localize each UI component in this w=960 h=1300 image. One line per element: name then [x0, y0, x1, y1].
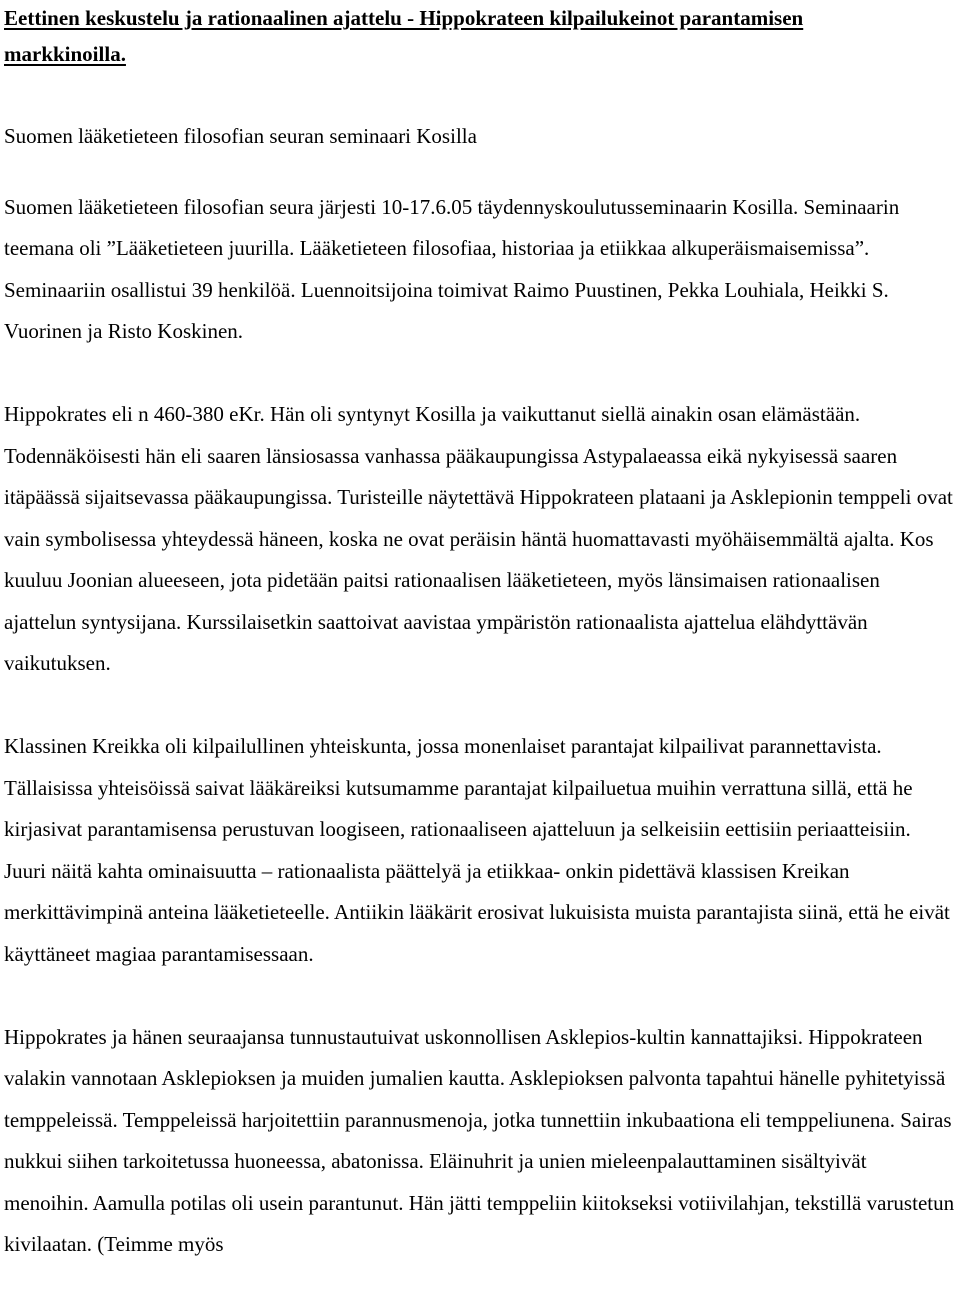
paragraph-classical-greece: Klassinen Kreikka oli kilpailullinen yhteiskunta, jossa monenlaiset parantajat kilpailivat parannettavista. Tällaisissa yhteisöissä saivat lääkäreiksi kutsumamme parantajat kilpailuetua muihin verrattuna sillä, että he kirjasivat parantamisensa perustuvan loogiseen, rationaaliseen ajatteluun ja selkeisiin eettisiin periaatteisiin. Juuri näitä kahta ominaisuutta – rationaalista päättelyä ja etiikkaa- onkin pidettävä klassisen Kreikan merkittävimpinä anteina lääketieteelle. Antiikin lääkärit erosivat lukuisista muista parantajista siinä, että he eivät käyttäneet magiaa parantamisessaan.: [4, 734, 950, 966]
paragraph-spacer: [4, 975, 956, 1017]
paragraph-hippokrates-kos: Hippokrates eli n 460-380 eKr. Hän oli syntynyt Kosilla ja vaikuttanut siellä ainakin osan elämästään. Todennäköisesti hän eli saaren länsiosassa vanhassa pääkaupungissa Astypalaeassa eikä nykyisessä saaren itäpäässä sijaitsevassa pääkaupungissa. Turisteille näytettävä Hippokrateen plataani ja Asklepionin temppeli ovat vain symbolisessa yhteydessä häneen, koska ne ovat peräisin häntä huomattavasti myöhäisemmältä ajalta. Kos kuuluu Joonian alueeseen, jota pidetään paitsi rationaalisen lääketieteen, myös länsimaisen rationaalisen ajattelun syntysijana. Kurssilaisetkin saattoivat aavistaa ympäristön rationaalista ajattelua elähdyttävän vaikutuksen.: [4, 402, 953, 675]
paragraph-spacer: [4, 685, 956, 727]
paragraph-asklepios-cult: Hippokrates ja hänen seuraajansa tunnustautuivat uskonnollisen Asklepios-kultin kannattajiksi. Hippokrateen valakin vannotaan Asklepioksen ja muiden jumalien kautta. Asklepioksen palvonta tapahtui hänelle pyhitetyissä temppeleissä. Temppeleissä harjoitettiin parannusmenoja, jotka tunnettiin inkubaationa eli temppeliunena. Sairas nukkui siihen tarkoitetussa huoneessa, abatonissa. Eläinuhrit ja unien mieleenpalauttaminen sisältyivät menoihin. Aamulla potilas oli usein parantunut. Hän jätti temppeliin kiitokseksi votiivilahjan, tekstillä varustetun kivilaatan. (Teimme myös: [4, 1024, 955, 1256]
document-title-line-1: Eettinen keskustelu ja rationaalinen ajattelu - Hippokrateen kilpailukeinot parantamisen: [4, 6, 804, 30]
document-title: [4, 0, 956, 72]
document-page: [4, 0, 956, 1266]
paragraph-seminar-info: Suomen lääketieteen filosofian seura järjesti 10-17.6.05 täydennyskoulutusseminaarin Kosilla. Seminaarin teemana oli ”Lääketieteen juurilla. Lääketieteen filosofiaa, historiaa ja etiikkaa alkuperäismaisemissa”. Seminaariin osallistui 39 henkilöä. Luennoitsijoina toimivat Raimo Puustinen, Pekka Louhiala, Heikki S. Vuorinen ja Risto Koskinen.: [4, 194, 900, 343]
document-title-line-2: markkinoilla.: [4, 42, 126, 66]
document-subtitle: Suomen lääketieteen filosofian seuran seminaari Kosilla: [4, 124, 477, 148]
paragraph-spacer: [4, 353, 956, 395]
